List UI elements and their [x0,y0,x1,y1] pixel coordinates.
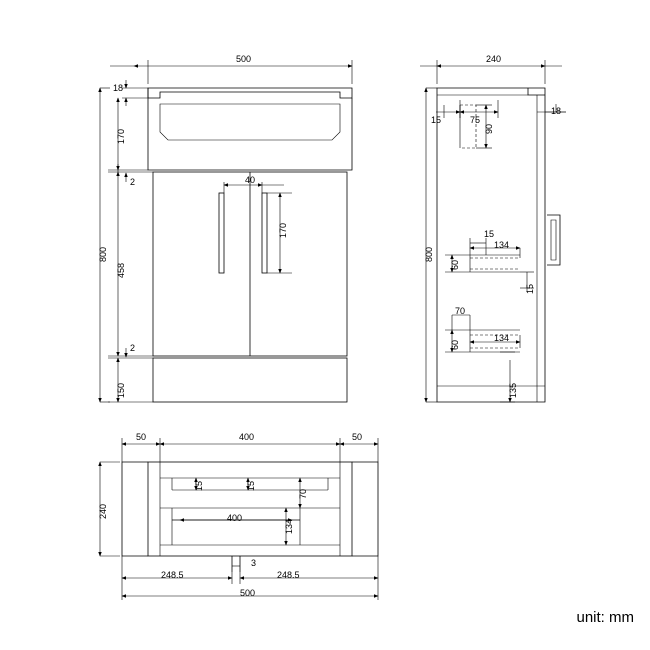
dim-side-15-right: 15 [525,283,535,294]
dim-plan-15b: 15 [246,480,256,491]
dim-front-basin-height: 170 [116,128,126,144]
dim-plan-400: 400 [227,513,243,523]
front-elevation-geometry [148,88,352,402]
dim-side-70: 70 [455,306,466,316]
dim-front-door-height: 458 [116,262,126,278]
dim-front-top-thickness: 18 [113,83,124,93]
dim-side-60-lower: 60 [450,339,460,350]
dim-front-gap-bottom: 2 [130,343,136,353]
dim-plan-left-50: 50 [136,432,147,442]
dim-front-width: 500 [236,54,252,64]
dim-side-90: 90 [484,123,494,134]
dim-side-height: 800 [424,246,434,262]
dim-front-total-height: 800 [98,246,108,262]
dim-side-18: 18 [551,106,562,116]
dim-front-handle-height: 170 [278,222,288,238]
dim-plan-2485-right: 248.5 [277,570,300,580]
dim-side-60-upper: 60 [450,259,460,270]
dim-side-135: 135 [508,382,518,398]
dim-front-gap-top: 2 [130,177,136,187]
dim-side-15-upper: 15 [484,229,495,239]
dim-front-handle-width: 40 [245,175,256,185]
plan-view-geometry [122,462,378,572]
dim-front-plinth: 150 [116,382,126,398]
unit-note: unit: mm [576,609,634,626]
dim-side-15: 15 [431,115,442,125]
dim-side-depth: 240 [486,54,502,64]
dim-plan-15a: 15 [194,480,204,491]
dim-plan-2485-left: 248.5 [161,570,184,580]
dim-side-75: 75 [470,115,481,125]
dim-side-134-lower: 134 [494,333,510,343]
dim-plan-depth-240: 240 [98,503,108,519]
dim-plan-mid-400: 400 [239,432,255,442]
dim-plan-right-50: 50 [352,432,363,442]
dim-side-134-upper: 134 [494,240,510,250]
dim-plan-500: 500 [240,588,256,598]
dim-plan-134: 134 [284,518,294,534]
dim-plan-70: 70 [298,488,308,499]
dim-plan-3: 3 [251,558,257,568]
